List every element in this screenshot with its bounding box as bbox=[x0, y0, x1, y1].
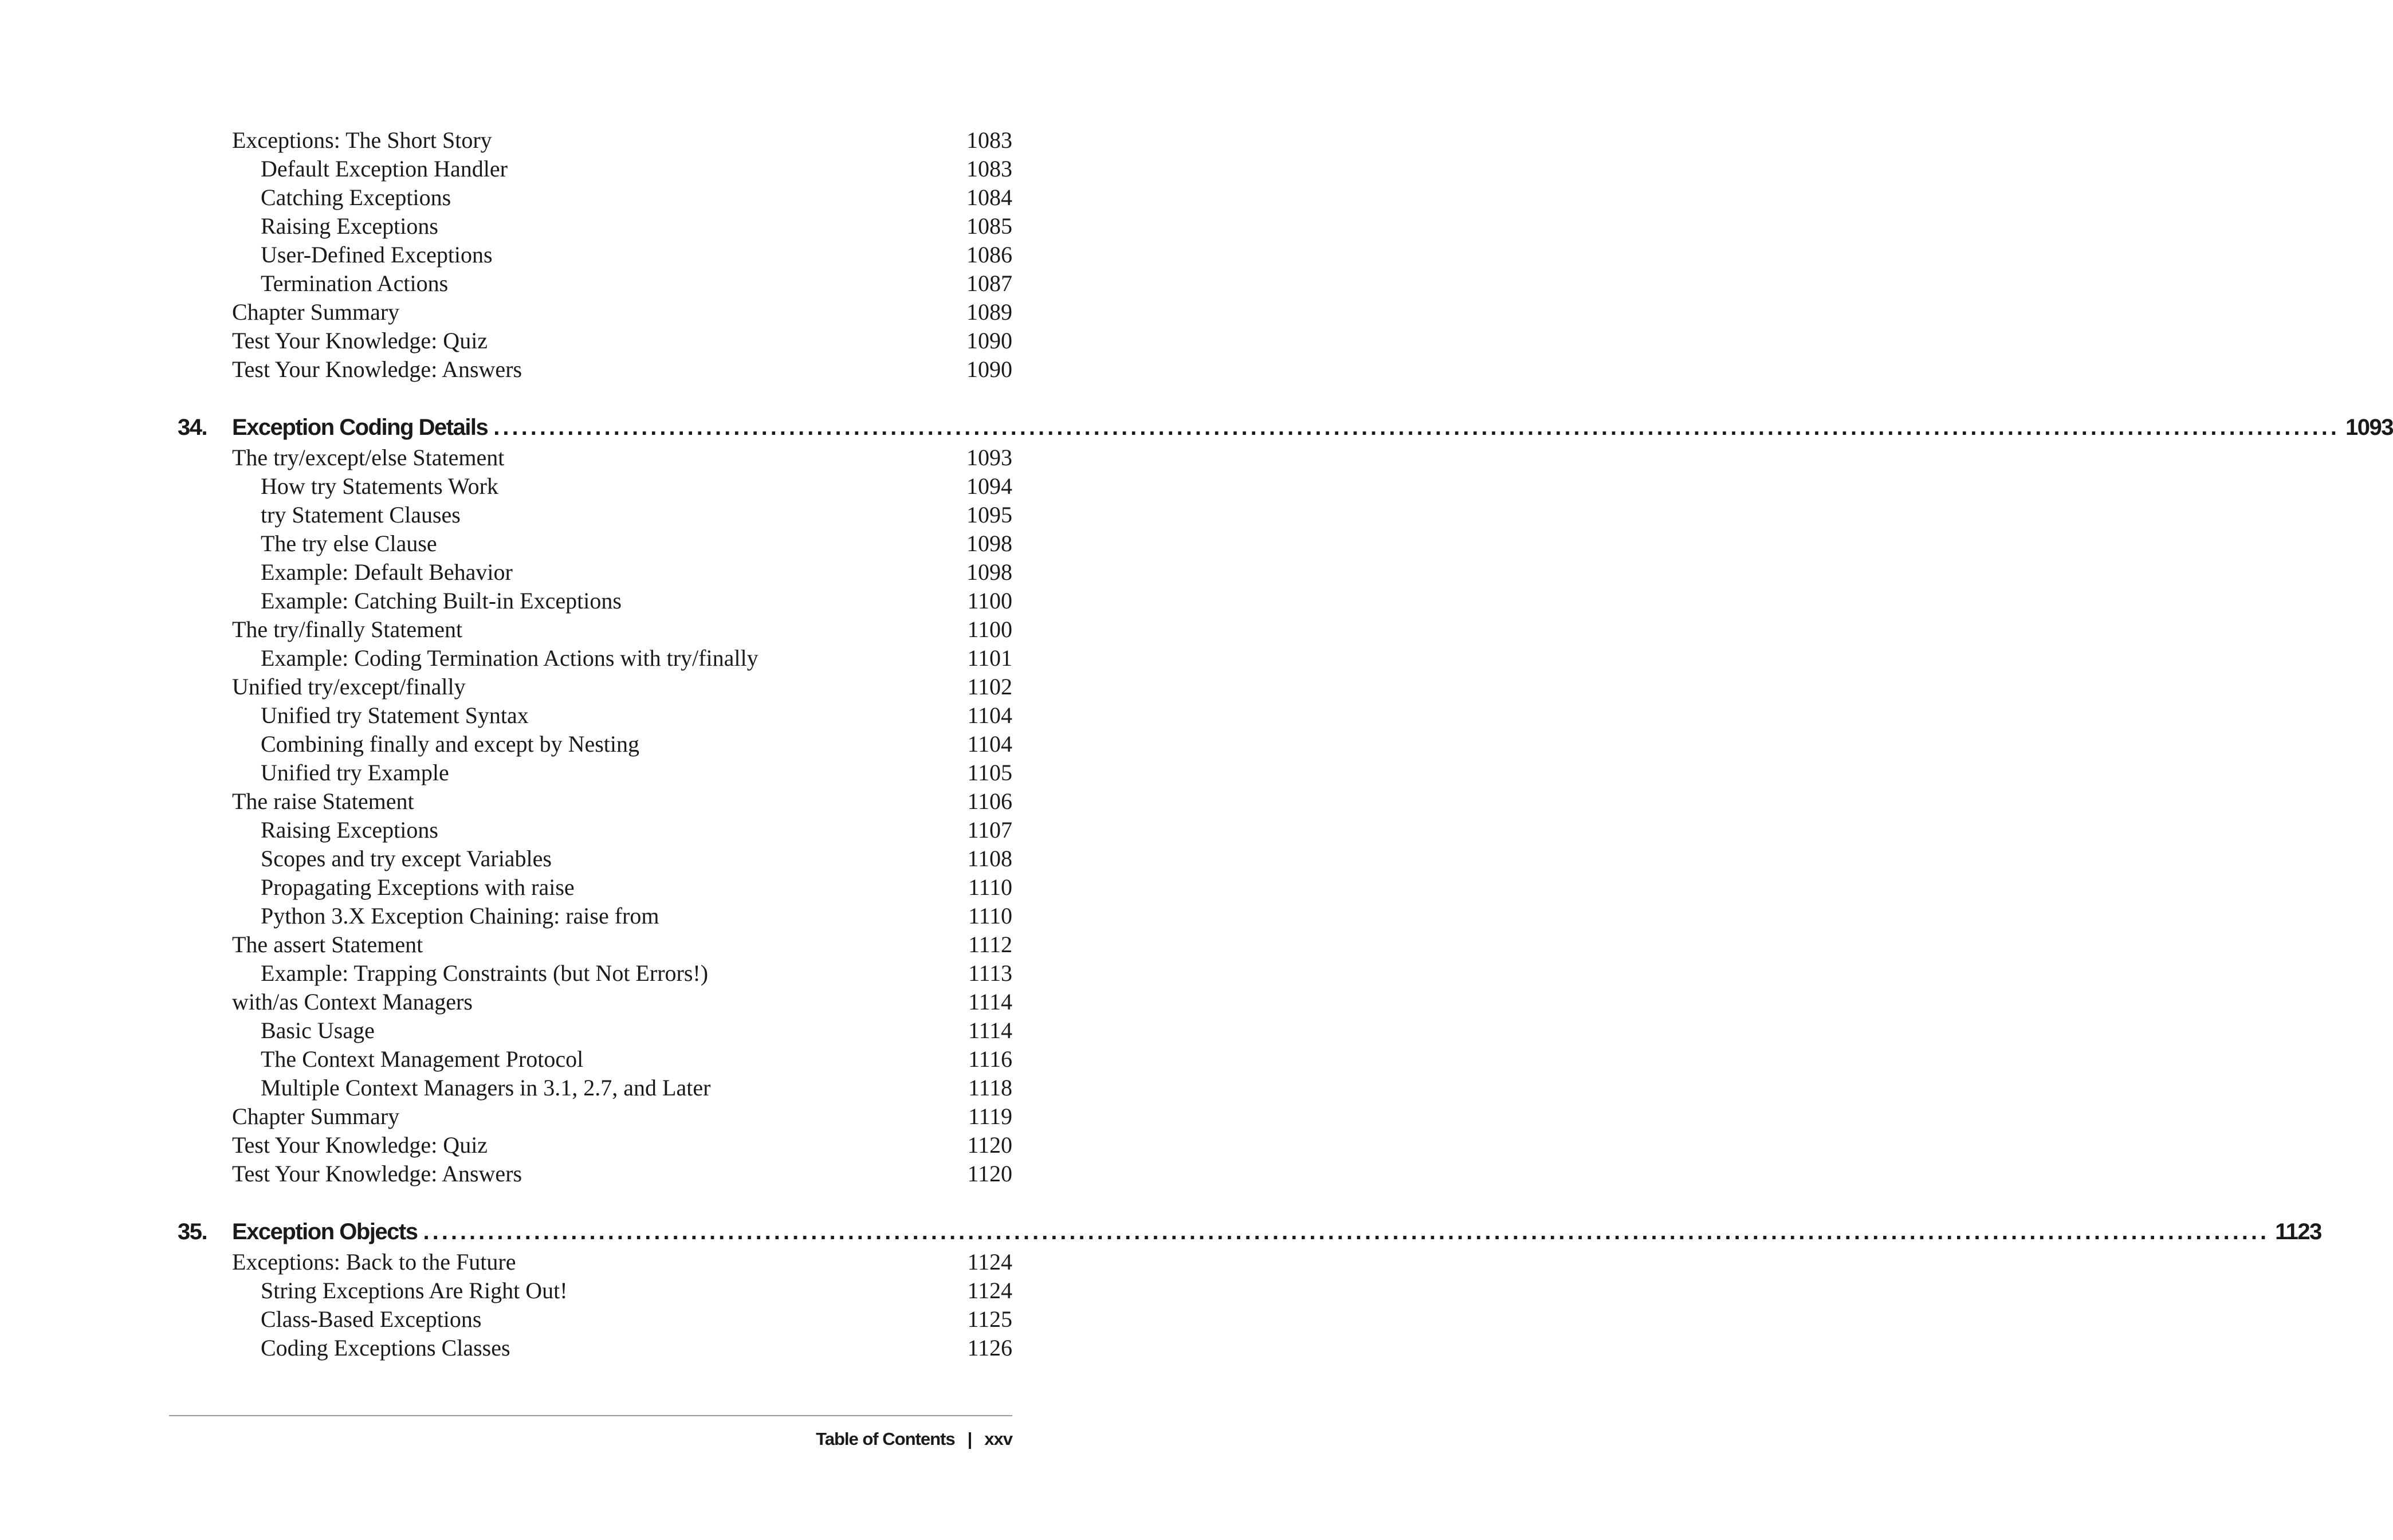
entry-page-number: 1124 bbox=[967, 1249, 1012, 1275]
entry-title: Example: Trapping Constraints (but Not Errors!) bbox=[261, 960, 709, 986]
entry-title: Example: Default Behavior bbox=[261, 559, 513, 585]
toc-subentry[interactable] bbox=[232, 1276, 1012, 1305]
entry-title: Unified try Statement Syntax bbox=[261, 702, 529, 728]
dot-leader: ........................................................................................................................................................................................................ bbox=[423, 1219, 2270, 1244]
entry-title: Test Your Knowledge: Quiz bbox=[232, 1132, 488, 1158]
table-of-contents bbox=[178, 126, 2393, 1362]
footer-page-number: xxv bbox=[984, 1429, 1012, 1449]
entry-title: Exceptions: The Short Story bbox=[232, 127, 492, 153]
toc-subentry[interactable] bbox=[232, 501, 1012, 529]
entry-page-number: 1126 bbox=[967, 1335, 1012, 1361]
entry-page-number: 1098 bbox=[966, 559, 1012, 585]
toc-subentry[interactable] bbox=[232, 529, 1012, 558]
toc-subentry[interactable] bbox=[232, 1305, 1012, 1334]
entry-title: Example: Catching Built-in Exceptions bbox=[261, 588, 622, 614]
toc-subentry[interactable] bbox=[232, 1016, 1012, 1045]
entry-title: The try/finally Statement bbox=[232, 616, 463, 642]
entry-page-number: 1113 bbox=[968, 960, 1012, 986]
entry-title: Default Exception Handler bbox=[261, 156, 508, 182]
entry-page-number: 1114 bbox=[968, 1017, 1012, 1043]
entry-title: Exceptions: Back to the Future bbox=[232, 1249, 516, 1275]
entry-title: How try Statements Work bbox=[261, 473, 498, 499]
entry-title: Class-Based Exceptions bbox=[261, 1306, 482, 1332]
entry-page-number: 1116 bbox=[968, 1046, 1012, 1072]
toc-subentry[interactable] bbox=[232, 902, 1012, 930]
entry-page-number: 1120 bbox=[967, 1161, 1012, 1187]
entry-page-number: 1114 bbox=[968, 989, 1012, 1015]
entry-page-number: 1125 bbox=[967, 1306, 1012, 1332]
entry-title: Test Your Knowledge: Answers bbox=[232, 1161, 522, 1187]
entry-title: Raising Exceptions bbox=[261, 213, 438, 239]
entry-title: Test Your Knowledge: Quiz bbox=[232, 328, 488, 353]
entry-title: Unified try Example bbox=[261, 760, 449, 785]
entry-title: Multiple Context Managers in 3.1, 2.7, and Later bbox=[261, 1075, 711, 1101]
chapter-heading[interactable] bbox=[178, 1216, 2321, 1248]
toc-entry[interactable] bbox=[232, 126, 1012, 155]
toc-subentry[interactable] bbox=[232, 844, 1012, 873]
toc-subentry[interactable] bbox=[232, 587, 1012, 615]
entry-page-number: 1118 bbox=[968, 1075, 1012, 1101]
entry-title: try Statement Clauses bbox=[261, 502, 461, 528]
chapter-title: Exception Coding Details bbox=[232, 415, 488, 440]
toc-entry[interactable] bbox=[232, 615, 1012, 644]
entry-page-number: 1085 bbox=[966, 213, 1012, 239]
toc-subentry[interactable] bbox=[232, 873, 1012, 902]
entry-page-number: 1120 bbox=[967, 1132, 1012, 1158]
entry-title: The Context Management Protocol bbox=[261, 1046, 584, 1072]
toc-entry[interactable] bbox=[232, 673, 1012, 701]
toc-subentry[interactable] bbox=[232, 1334, 1012, 1362]
toc-subentry[interactable] bbox=[232, 816, 1012, 844]
entry-title: User-Defined Exceptions bbox=[261, 242, 493, 268]
toc-entry[interactable] bbox=[232, 1248, 1012, 1276]
entry-title: The try/except/else Statement bbox=[232, 445, 505, 470]
toc-subentry[interactable] bbox=[232, 212, 1012, 241]
footer-separator: | bbox=[967, 1429, 972, 1449]
entry-page-number: 1083 bbox=[966, 156, 1012, 182]
entry-page-number: 1104 bbox=[967, 731, 1012, 757]
entry-title: Chapter Summary bbox=[232, 1103, 400, 1129]
entry-title: The raise Statement bbox=[232, 788, 414, 814]
toc-entry[interactable] bbox=[232, 1102, 1012, 1131]
toc-subentry[interactable] bbox=[232, 472, 1012, 501]
entry-page-number: 1100 bbox=[967, 616, 1012, 642]
entry-page-number: 1102 bbox=[967, 674, 1012, 700]
entry-page-number: 1090 bbox=[966, 356, 1012, 382]
entry-title: Scopes and try except Variables bbox=[261, 846, 552, 871]
entry-page-number: 1089 bbox=[966, 299, 1012, 325]
entry-page-number: 1094 bbox=[966, 473, 1012, 499]
entry-page-number: 1124 bbox=[967, 1278, 1012, 1303]
entry-page-number: 1104 bbox=[967, 702, 1012, 728]
entry-title: Coding Exceptions Classes bbox=[261, 1335, 510, 1361]
toc-entry[interactable] bbox=[232, 988, 1012, 1016]
entry-title: Propagating Exceptions with raise bbox=[261, 874, 575, 900]
toc-subentry[interactable] bbox=[232, 644, 1012, 673]
entry-page-number: 1100 bbox=[967, 588, 1012, 614]
entry-page-number: 1087 bbox=[966, 270, 1012, 296]
entry-title: Python 3.X Exception Chaining: raise from bbox=[261, 903, 659, 929]
footer-rule bbox=[169, 1415, 1012, 1416]
footer-label: Table of Contents bbox=[816, 1429, 955, 1449]
toc-subentry[interactable] bbox=[232, 1045, 1012, 1074]
entry-page-number: 1101 bbox=[967, 645, 1012, 671]
entry-title: Termination Actions bbox=[261, 270, 449, 296]
chapter-number: 35. bbox=[178, 1219, 207, 1244]
entry-page-number: 1110 bbox=[968, 903, 1012, 929]
entry-page-number: 1084 bbox=[966, 184, 1012, 210]
entry-page-number: 1095 bbox=[966, 502, 1012, 528]
entry-page-number: 1110 bbox=[968, 874, 1012, 900]
toc-subentry[interactable] bbox=[232, 959, 1012, 988]
entry-page-number: 1108 bbox=[967, 846, 1012, 871]
chapter-page-number: 1093 bbox=[2345, 415, 2393, 440]
entry-title: Combining finally and except by Nesting bbox=[261, 731, 639, 757]
entry-title: Chapter Summary bbox=[232, 299, 400, 325]
dot-leader: ........................................................................................................................................................................................................ bbox=[493, 415, 2340, 440]
toc-entry[interactable] bbox=[232, 930, 1012, 959]
toc-subentry[interactable] bbox=[232, 183, 1012, 212]
toc-subentry[interactable] bbox=[232, 558, 1012, 587]
entry-title: Test Your Knowledge: Answers bbox=[232, 356, 522, 382]
entry-page-number: 1098 bbox=[966, 531, 1012, 556]
entry-page-number: 1107 bbox=[967, 817, 1012, 843]
entry-title: with/as Context Managers bbox=[232, 989, 473, 1015]
entry-page-number: 1106 bbox=[967, 788, 1012, 814]
toc-subentry[interactable] bbox=[232, 269, 1012, 298]
toc-subentry[interactable] bbox=[232, 1074, 1012, 1102]
page-footer bbox=[816, 1428, 1012, 1451]
toc-entry[interactable] bbox=[232, 787, 1012, 816]
toc-entry[interactable] bbox=[232, 1131, 1012, 1160]
toc-entry[interactable] bbox=[232, 1160, 1012, 1188]
entry-title: The assert Statement bbox=[232, 932, 423, 957]
entry-title: The try else Clause bbox=[261, 531, 437, 556]
chapter-page-number: 1123 bbox=[2275, 1219, 2321, 1244]
toc-subentry[interactable] bbox=[232, 241, 1012, 269]
toc-entry[interactable] bbox=[232, 327, 1012, 355]
toc-subentry[interactable] bbox=[232, 701, 1012, 730]
toc-entry[interactable] bbox=[232, 355, 1012, 384]
entry-title: String Exceptions Are Right Out! bbox=[261, 1278, 568, 1303]
entry-page-number: 1119 bbox=[968, 1103, 1012, 1129]
toc-subentry[interactable] bbox=[232, 155, 1012, 183]
toc-subentry[interactable] bbox=[232, 730, 1012, 759]
chapter-title: Exception Objects bbox=[232, 1219, 418, 1244]
entry-title: Catching Exceptions bbox=[261, 184, 451, 210]
entry-title: Raising Exceptions bbox=[261, 817, 438, 843]
entry-title: Unified try/except/finally bbox=[232, 674, 466, 700]
entry-page-number: 1112 bbox=[968, 932, 1012, 957]
chapter-number: 34. bbox=[178, 415, 207, 440]
chapter-heading[interactable] bbox=[178, 411, 2393, 443]
entry-title: Basic Usage bbox=[261, 1017, 375, 1043]
entry-page-number: 1090 bbox=[966, 328, 1012, 353]
toc-entry[interactable] bbox=[232, 443, 1012, 472]
entry-page-number: 1083 bbox=[966, 127, 1012, 153]
entry-page-number: 1086 bbox=[966, 242, 1012, 268]
entry-title: Example: Coding Termination Actions with try/finally bbox=[261, 645, 759, 671]
entry-page-number: 1093 bbox=[966, 445, 1012, 470]
entry-page-number: 1105 bbox=[967, 760, 1012, 785]
toc-entry[interactable] bbox=[232, 298, 1012, 327]
toc-subentry[interactable] bbox=[232, 759, 1012, 787]
